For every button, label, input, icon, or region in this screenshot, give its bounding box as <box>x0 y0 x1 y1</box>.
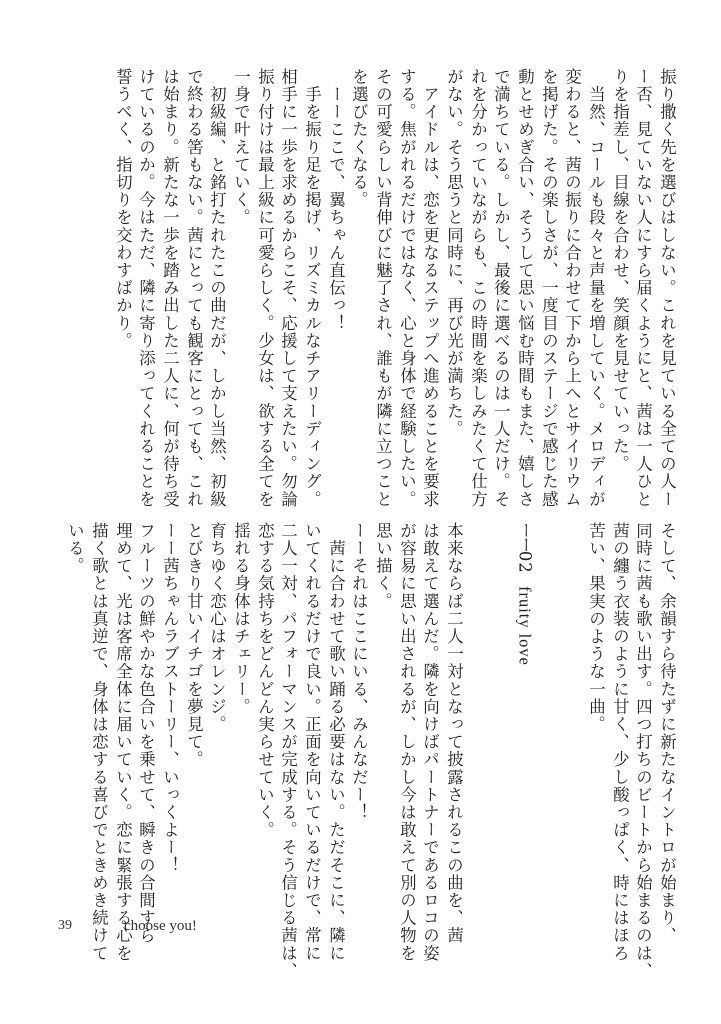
text-column: 相手に一歩を求めるからこそ、応援して支えたい。勿論 <box>278 68 298 508</box>
text-column: する。焦がれるだけではなく、心と身体で経験したい。 <box>397 68 417 508</box>
text-column: 動とせめぎ合い、そうして思い悩む時間もまた、嬉しさ <box>515 68 535 508</box>
running-title: choose you! <box>124 918 197 934</box>
text-column: 初級編、と銘打たれたこの曲だが、しかし当然、初級 <box>207 68 227 508</box>
text-column: れを分かっていながらも、この時間を楽しみたくて仕方 <box>468 68 488 508</box>
text-column: が容易に思い出されるが、しかし今は敢えて別の人物を <box>397 522 417 962</box>
text-column: けているのか。今はただ、隣に寄り添ってくれることを <box>136 68 156 508</box>
text-column: で満ちている。しかし、最後に選べるのは一人だけ。そ <box>491 68 511 508</box>
text-column: いる。 <box>65 522 85 575</box>
text-column: 恋する気持ちをどんどん実らせていく。 <box>255 522 275 839</box>
text-column: ー否、見ていない人にすら届くようにと、茜は一人ひと <box>633 68 653 508</box>
text-column: 振り付けは最上級に可愛らしく。少女は、欲する全てを <box>255 68 275 508</box>
text-column: は始まり。新たな一歩を踏み出した二人に、何が待ち受 <box>160 68 180 508</box>
text-column: 茜に合わせて歌い踊る必要はない。ただそこに、隣に <box>326 522 346 962</box>
text-column: ーー茜ちゃんラブストーリー、いっくよー！ <box>160 522 180 874</box>
text-column: 苦い、果実のような一曲。 <box>586 522 606 734</box>
text-column: 当然、コールも段々と声量を増していく。メロディが <box>586 68 606 508</box>
text-column: アイドルは、恋を更なるステップへ進めることを要求 <box>420 68 440 508</box>
section-heading-title: fruity love <box>515 586 535 666</box>
text-column: 描く歌とは真逆で、身体は恋する喜びでときめき続けて <box>89 522 109 962</box>
text-column: いてくれるだけで良い。正面を向いているだけで、常に <box>302 522 322 962</box>
text-column: 育ちゆく恋心はオレンジ。 <box>207 522 227 734</box>
page-number: 39 <box>58 918 72 933</box>
text-column: 茜の纏う衣装のように甘く、少し酸っぱく、時にはほろ <box>610 522 630 962</box>
section-heading <box>515 522 535 666</box>
text-column: りを指差し、目線を合わせ、笑顔を見せていった。 <box>610 68 630 473</box>
text-column: 振り撒く先を選びはしない。これを見ている全ての人ー <box>657 68 677 508</box>
section-heading-dash: ーー <box>515 522 535 551</box>
text-column: フルーツの鮮やかな色合いを乗せて、瞬きの合間すら <box>136 522 156 945</box>
text-column: 変わると、茜の振りに合わせて下から上へとサイリウム <box>562 68 582 508</box>
text-column: 同時に茜も歌い出す。四つ打ちのビートから始まるのは、 <box>633 522 653 980</box>
text-column: で終わる筈もない。茜にとっても観客にとっても、これ <box>184 68 204 508</box>
text-column: 本来ならば二人一対となって披露されるこの曲を、茜 <box>444 522 464 945</box>
text-column: は敢えて選んだ。隣を向けばパートナーであるロコの姿 <box>420 522 440 962</box>
section-heading-number: 02 <box>515 550 535 574</box>
text-column: を掲げた。その楽しさが、一度目のステージで感じた感 <box>539 68 559 508</box>
text-column: 一身で叶えていく。 <box>231 68 251 227</box>
text-column: そして、余韻すら待たずに新たなイントロが始まり、 <box>657 522 677 945</box>
text-column: 手を振り足を掲げ、リズミカルなチアリーディング。 <box>302 68 322 508</box>
text-column: 誓うべく、指切りを交わすばかり。 <box>113 68 133 350</box>
text-column: ーーここで、翼ちゃん直伝っ！ <box>326 68 346 332</box>
text-column: 思い描く。 <box>373 522 393 610</box>
text-column: 揺れる身体はチェリー。 <box>231 522 251 716</box>
text-column: とびきり甘いイチゴを夢見て。 <box>184 522 204 769</box>
text-column: 二人一対、パフォーマンスが完成する。そう信じる茜は、 <box>278 522 298 980</box>
text-column: その可愛らしい背伸びに魅了され、誰もが隣に立つこと <box>373 68 393 508</box>
text-column: を選びたくなる。 <box>349 68 369 209</box>
text-column: 埋めて、光は客席全体に届いていく。恋に緊張する心を <box>113 522 133 962</box>
text-column: がない。そう思うと同時に、再び光が満ちた。 <box>444 68 464 438</box>
text-column: ーーそれはここにいる、みんなだー！ <box>349 522 369 822</box>
